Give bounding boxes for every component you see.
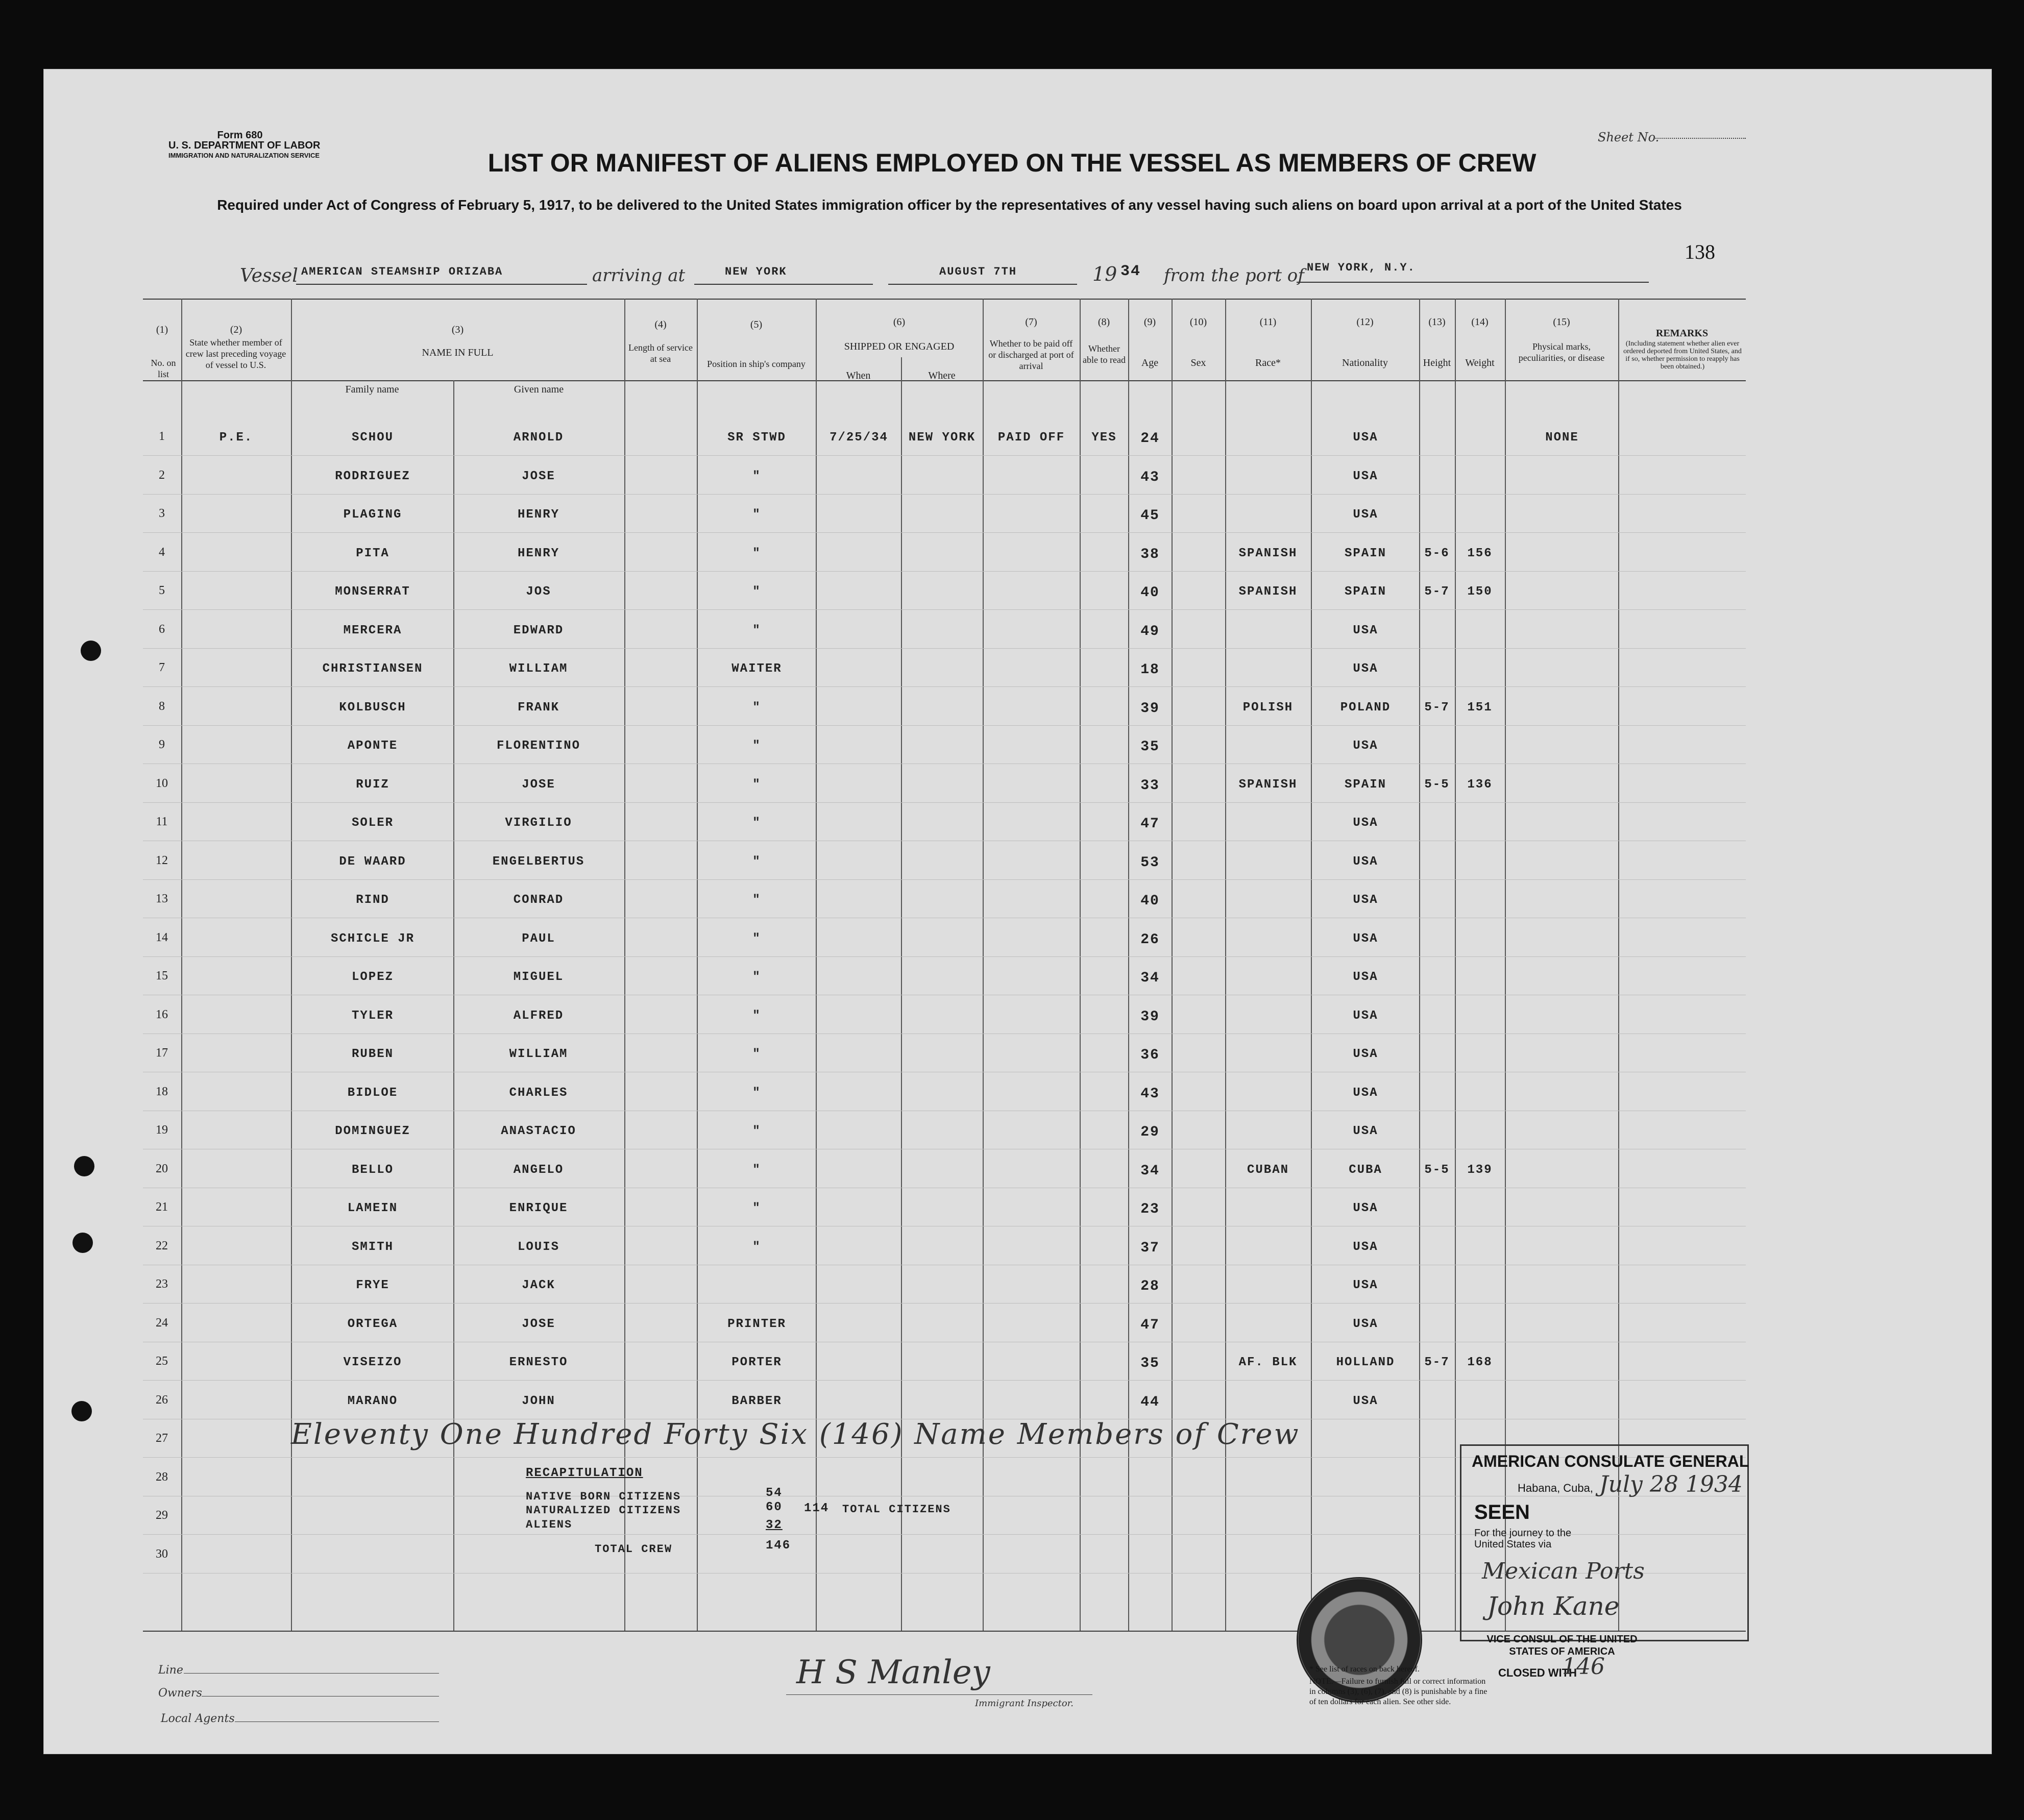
footer-agents-field: [235, 1721, 439, 1722]
cell-age: 40: [1140, 585, 1160, 601]
col7-num: (7): [1025, 316, 1037, 328]
cell-no: 10: [156, 777, 168, 790]
col-divider: [1618, 299, 1619, 1631]
cell-no: 20: [156, 1162, 168, 1175]
cell-position: ": [752, 1240, 761, 1254]
cell-no: 11: [156, 815, 168, 828]
cell-no: 9: [159, 738, 165, 751]
col11-num: (11): [1259, 316, 1277, 328]
arriving-label: arriving at: [592, 265, 686, 286]
cell-position: ": [752, 1201, 761, 1215]
cell-given: JOSE: [522, 1317, 555, 1331]
col8-num: (8): [1098, 316, 1110, 328]
cell-nationality: USA: [1353, 431, 1378, 445]
cell-no: 8: [159, 700, 165, 713]
cell-age: 49: [1140, 624, 1160, 640]
cell-age: 39: [1140, 701, 1160, 717]
cell-no: 5: [159, 584, 165, 597]
cell-height: 5-7: [1424, 1356, 1450, 1369]
footer-agents-label: Local Agents: [161, 1712, 235, 1725]
col3-family-label: Family name: [345, 384, 399, 395]
stamp-closed-with: CLOSED WITH: [1498, 1666, 1577, 1679]
cell-no: 4: [159, 546, 165, 559]
sheet-number-field: [1654, 138, 1746, 139]
table-row: [143, 686, 1746, 687]
col13-num: (13): [1428, 316, 1446, 328]
cell-no: 13: [156, 892, 168, 905]
cell-given: LOUIS: [517, 1240, 559, 1254]
col-divider: [1311, 299, 1312, 1631]
cell-family: DOMINGUEZ: [335, 1124, 410, 1138]
department-name: U. S. DEPARTMENT OF LABOR: [168, 140, 321, 151]
cell-position: ": [752, 1124, 761, 1138]
cell-family: CHRISTIANSEN: [322, 662, 423, 676]
cell-family: ORTEGA: [347, 1317, 398, 1331]
cell-position: BARBER: [731, 1394, 782, 1408]
cell-family: BELLO: [351, 1163, 394, 1177]
cell-nationality: USA: [1353, 1394, 1378, 1408]
cell-age: 26: [1140, 932, 1160, 948]
cell-given: JOSE: [522, 778, 555, 792]
cell-given: HENRY: [517, 547, 559, 560]
cell-height: 5-5: [1424, 1163, 1450, 1177]
cell-family: MERCERA: [343, 624, 402, 637]
cell-age: 44: [1140, 1394, 1160, 1410]
footer-line-field: [184, 1673, 439, 1674]
cell-no: 25: [156, 1355, 168, 1368]
cell-age: 37: [1140, 1240, 1160, 1256]
cell-weight: 156: [1467, 547, 1493, 560]
col5-label: Position in ship's company: [707, 359, 806, 369]
vessel-label: Vessel: [240, 265, 298, 286]
cell-when: 7/25/34: [830, 431, 888, 445]
cell-position: ": [752, 970, 761, 984]
cell-no: 1: [159, 430, 165, 443]
cell-position: PRINTER: [727, 1317, 786, 1331]
col1-num: (1): [156, 324, 168, 335]
cell-family: KOLBUSCH: [339, 701, 406, 715]
cell-given: ENRIQUE: [509, 1201, 568, 1215]
cell-position: ": [752, 1009, 761, 1023]
cell-given: CONRAD: [513, 893, 564, 907]
stamp-date: July 28 1934: [1599, 1471, 1743, 1497]
cell-height: 5-6: [1424, 547, 1450, 560]
cell-no: 2: [159, 469, 165, 482]
cell-given: EDWARD: [513, 624, 564, 637]
cell-no: 14: [156, 931, 168, 944]
cell-age: 40: [1140, 893, 1160, 909]
col13-label: Height: [1423, 357, 1451, 368]
cell-nationality: USA: [1353, 662, 1378, 676]
cell-family: APONTE: [347, 739, 398, 753]
cell-family: LOPEZ: [351, 970, 394, 984]
cell-position: ": [752, 470, 761, 483]
from-port-underline: [1297, 282, 1649, 283]
cell-weight: 150: [1467, 585, 1493, 599]
cell-age: 23: [1140, 1201, 1160, 1217]
cell-age: 34: [1140, 1163, 1160, 1179]
cell-family: MARANO: [347, 1394, 398, 1408]
cell-race: AF. BLK: [1238, 1356, 1298, 1369]
col14-label: Weight: [1465, 357, 1495, 368]
col9-label: Age: [1141, 357, 1159, 368]
cell-nationality: USA: [1353, 932, 1378, 946]
col2-label: State whether member of crew last preceding voyage of vessel to U.S.: [185, 337, 286, 370]
cell-given: FLORENTINO: [496, 739, 581, 753]
col-divider: [181, 299, 182, 1631]
consulate-stamp: [1460, 1444, 1749, 1641]
cell-nationality: USA: [1353, 739, 1378, 753]
cell-given: ARNOLD: [513, 431, 564, 445]
cell-given: JOS: [526, 585, 551, 599]
table-row: [143, 609, 1746, 610]
handwritten-crew-total: Eleventy One Hundred Forty Six (146) Name Members of Crew: [291, 1418, 1300, 1451]
recap-total-citizens-label: TOTAL CITIZENS: [842, 1503, 951, 1516]
cell-nationality: USA: [1353, 1317, 1378, 1331]
table-row: [143, 532, 1746, 533]
recap-total-crew-value: 146: [766, 1539, 791, 1553]
cell-age: 47: [1140, 1317, 1160, 1333]
col6-when-label: When: [846, 370, 871, 381]
cell-position: ": [752, 1086, 761, 1100]
cell-no: 27: [156, 1432, 168, 1445]
col4-num: (4): [654, 319, 667, 330]
cell-family: TYLER: [351, 1009, 394, 1023]
col15-label: Physical marks, peculiarities, or disease: [1518, 341, 1605, 363]
remarks-label: REMARKS: [1655, 328, 1709, 339]
cell-position: ": [752, 893, 761, 907]
cell-given: CHARLES: [509, 1086, 568, 1100]
cell-height: 5-7: [1424, 701, 1450, 715]
col7-label: Whether to be paid off or discharged at port of arrival: [988, 338, 1074, 371]
from-port: NEW YORK, N.Y.: [1307, 261, 1416, 274]
cell-nationality: USA: [1353, 970, 1378, 984]
cell-no: 26: [156, 1393, 168, 1407]
cell-age: 38: [1140, 547, 1160, 562]
cell-nationality: USA: [1353, 624, 1378, 637]
back-note: * See list of races on back hereof.: [1309, 1665, 1420, 1674]
cell-family: MONSERRAT: [335, 585, 410, 599]
col6-label: SHIPPED OR ENGAGED: [844, 341, 955, 352]
cell-position: WAITER: [731, 662, 782, 676]
from-port-label: from the port of: [1164, 265, 1304, 286]
cell-position: ": [752, 701, 761, 715]
inspector-line: [786, 1694, 1092, 1695]
cell-family: LAMEIN: [347, 1201, 398, 1215]
cell-family: VISEIZO: [343, 1356, 402, 1369]
cell-given: JACK: [522, 1278, 555, 1292]
cell-height: 5-7: [1424, 585, 1450, 599]
col2-num: (2): [230, 324, 242, 335]
cell-age: 39: [1140, 1009, 1160, 1025]
cell-marks: NONE: [1545, 431, 1579, 445]
fine-note: NOTE.—Failure to furnish full or correct information in columns (3), (6), (7), and (8) is punishable by a fine of ten dollars for each alien. See other side.: [1309, 1677, 1487, 1706]
year-value: 34: [1120, 263, 1141, 280]
punch-hole: [81, 641, 101, 661]
col6-where-label: Where: [928, 370, 956, 381]
cell-nationality: POLAND: [1340, 701, 1391, 715]
cell-nationality: USA: [1353, 1124, 1378, 1138]
col3-label: NAME IN FULL: [422, 347, 494, 358]
cell-nationality: HOLLAND: [1336, 1356, 1395, 1369]
cell-position: ": [752, 1163, 761, 1177]
cell-family: RUBEN: [351, 1047, 394, 1061]
cell-age: 53: [1140, 855, 1160, 871]
col12-num: (12): [1356, 316, 1374, 328]
cell-paid: PAID OFF: [997, 431, 1065, 445]
form-number: Form 680: [217, 130, 263, 141]
recap-aliens-value: 32: [766, 1518, 783, 1532]
cell-no: 6: [159, 623, 165, 636]
date-underline: [888, 284, 1077, 285]
cell-given: ANGELO: [513, 1163, 564, 1177]
cell-nationality: USA: [1353, 893, 1378, 907]
cell-race: SPANISH: [1238, 778, 1298, 792]
cell-given: VIRGILIO: [505, 816, 572, 830]
cell-height: 5-5: [1424, 778, 1450, 792]
cell-given: ERNESTO: [509, 1356, 568, 1369]
cell-family: FRYE: [356, 1278, 389, 1292]
cell-position: ": [752, 624, 761, 637]
col4-label: Length of service at sea: [628, 342, 693, 364]
cell-position: ": [752, 778, 761, 792]
cell-age: 36: [1140, 1047, 1160, 1063]
cell-prior: P.E.: [219, 431, 253, 445]
inspector-signature: H S Manley: [796, 1654, 990, 1691]
cell-no: 23: [156, 1277, 168, 1291]
cell-age: 28: [1140, 1278, 1160, 1294]
cell-nationality: USA: [1353, 1047, 1378, 1061]
cell-where: NEW YORK: [908, 431, 976, 445]
cell-nationality: USA: [1353, 1278, 1378, 1292]
cell-family: PITA: [356, 547, 389, 560]
year-prefix: 19: [1092, 263, 1117, 285]
col6-num: (6): [893, 316, 906, 328]
cell-given: ALFRED: [513, 1009, 564, 1023]
table-row: [143, 879, 1746, 880]
cell-position: PORTER: [731, 1356, 782, 1369]
cell-family: SMITH: [351, 1240, 394, 1254]
cell-read: YES: [1091, 431, 1117, 445]
stamp-place: Habana, Cuba,: [1518, 1482, 1593, 1494]
col-divider: [1505, 299, 1506, 1631]
cell-weight: 139: [1467, 1163, 1493, 1177]
cell-nationality: CUBA: [1349, 1163, 1382, 1177]
recap-title: RECAPITULATION: [526, 1466, 643, 1480]
cell-nationality: USA: [1353, 1086, 1378, 1100]
page-subtitle: Required under Act of Congress of February 5, 1917, to be delivered to the United States immigration officer by the representatives of any vessel having such aliens on board upon arrival at a port of the United States: [217, 197, 1682, 213]
cell-family: SOLER: [351, 816, 394, 830]
table-row: [143, 455, 1746, 456]
col12-label: Nationality: [1342, 357, 1388, 368]
cell-position: SR STWD: [727, 431, 786, 445]
cell-race: SPANISH: [1238, 547, 1298, 560]
table-row: [143, 802, 1746, 803]
cell-weight: 168: [1467, 1356, 1493, 1369]
recap-naturalized-label: NATURALIZED CITIZENS: [526, 1504, 681, 1517]
punch-hole: [74, 1156, 94, 1176]
col8-label: Whether able to read: [1083, 343, 1126, 365]
cell-nationality: USA: [1353, 1009, 1378, 1023]
cell-race: CUBAN: [1247, 1163, 1289, 1177]
cell-family: SCHICLE JR: [330, 932, 415, 946]
col-divider: [1455, 299, 1456, 1631]
cell-nationality: USA: [1353, 816, 1378, 830]
cell-family: RIND: [356, 893, 389, 907]
cell-no: 22: [156, 1239, 168, 1252]
cell-age: 24: [1140, 431, 1160, 447]
cell-family: BIDLOE: [347, 1086, 398, 1100]
page-title: LIST OR MANIFEST OF ALIENS EMPLOYED ON THE VESSEL AS MEMBERS OF CREW: [487, 149, 1537, 177]
table-row: [143, 494, 1746, 495]
col11-label: Race*: [1255, 357, 1281, 368]
table-row: [143, 1380, 1746, 1381]
cell-given: HENRY: [517, 508, 559, 522]
col3-given-label: Given name: [514, 384, 564, 395]
cell-race: SPANISH: [1238, 585, 1298, 599]
cell-position: ": [752, 508, 761, 522]
cell-nationality: SPAIN: [1344, 778, 1386, 792]
cell-weight: 136: [1467, 778, 1493, 792]
cell-age: 29: [1140, 1124, 1160, 1140]
cell-age: 34: [1140, 970, 1160, 986]
cell-position: ": [752, 739, 761, 753]
recap-aliens-label: ALIENS: [526, 1518, 573, 1531]
cell-age: 35: [1140, 1356, 1160, 1371]
remarks-note: (Including statement whether alien ever ordered deported from United States, and if so, whether permission to reapply has been obtained.): [1623, 340, 1742, 371]
cell-position: ": [752, 932, 761, 946]
cell-given: PAUL: [522, 932, 555, 946]
recap-total-crew-label: TOTAL CREW: [595, 1543, 673, 1556]
table-row: [143, 956, 1746, 957]
stamp-journey: For the journey to the United States via: [1474, 1528, 1572, 1550]
arrival-date: AUGUST 7TH: [939, 265, 1017, 278]
col9-num: (9): [1143, 316, 1156, 328]
cell-given: MIGUEL: [513, 970, 564, 984]
cell-family: RODRIGUEZ: [335, 470, 410, 483]
cell-given: FRANK: [517, 701, 559, 715]
cell-nationality: USA: [1353, 508, 1378, 522]
cell-position: ": [752, 816, 761, 830]
cell-weight: 151: [1467, 701, 1493, 715]
cell-race: POLISH: [1242, 701, 1294, 715]
cell-no: 29: [156, 1509, 168, 1522]
cell-given: ENGELBERTUS: [492, 855, 585, 869]
inspector-label: Immigrant Inspector.: [975, 1698, 1074, 1709]
table-row: [143, 725, 1746, 726]
cell-no: 19: [156, 1123, 168, 1137]
recap-naturalized-value: 60: [766, 1501, 783, 1514]
col-divider: [1419, 299, 1420, 1631]
cell-no: 3: [159, 507, 165, 520]
col5-num: (5): [750, 319, 763, 330]
cell-family: RUIZ: [356, 778, 389, 792]
punch-hole: [71, 1401, 92, 1421]
col1-label: No. on list: [151, 358, 176, 379]
cell-given: JOSE: [522, 470, 555, 483]
vessel-underline: [296, 284, 587, 285]
cell-no: 24: [156, 1316, 168, 1330]
cell-no: 28: [156, 1470, 168, 1484]
cell-no: 21: [156, 1200, 168, 1214]
cell-given: WILLIAM: [509, 1047, 568, 1061]
vessel-name: AMERICAN STEAMSHIP ORIZABA: [301, 265, 503, 278]
stamp-closed-count: 146: [1562, 1654, 1605, 1680]
cell-family: SCHOU: [351, 431, 394, 445]
cell-no: 7: [159, 661, 165, 674]
cell-nationality: USA: [1353, 470, 1378, 483]
col3-num: (3): [451, 324, 464, 335]
col10-num: (10): [1189, 316, 1207, 328]
stamp-seen: SEEN: [1474, 1501, 1530, 1523]
cell-position: ": [752, 1047, 761, 1061]
cell-no: 12: [156, 854, 168, 867]
cell-age: 45: [1140, 508, 1160, 524]
footer-owners-label: Owners: [158, 1687, 202, 1700]
punch-hole: [72, 1233, 93, 1253]
stamp-vice-consul: VICE CONSUL OF THE UNITED STATES OF AMERICA: [1486, 1634, 1638, 1657]
cell-no: 15: [156, 969, 168, 982]
arriving-port: NEW YORK: [725, 265, 787, 278]
cell-given: ANASTACIO: [501, 1124, 576, 1138]
footer-line-label: Line: [158, 1664, 183, 1677]
service-name: IMMIGRATION AND NATURALIZATION SERVICE: [168, 152, 320, 159]
recap-total-citizens: 114: [804, 1502, 830, 1515]
col15-num: (15): [1553, 316, 1570, 328]
cell-age: 18: [1140, 662, 1160, 678]
cell-nationality: SPAIN: [1344, 585, 1386, 599]
cell-nationality: USA: [1353, 855, 1378, 869]
cell-position: ": [752, 585, 761, 599]
col10-label: Sex: [1190, 357, 1206, 368]
cell-no: 17: [156, 1046, 168, 1060]
cell-position: ": [752, 547, 761, 560]
table-row: [143, 571, 1746, 572]
recap-native-label: NATIVE BORN CITIZENS: [526, 1490, 681, 1503]
stamp-consulate: AMERICAN CONSULATE GENERAL: [1472, 1452, 1749, 1470]
cell-given: JOHN: [522, 1394, 555, 1408]
cell-age: 43: [1140, 1086, 1160, 1102]
stamp-signature: John Kane: [1487, 1591, 1620, 1621]
cell-family: DE WAARD: [339, 855, 406, 869]
cell-no: 30: [156, 1547, 168, 1561]
table-row: [143, 648, 1746, 649]
cell-family: PLAGING: [343, 508, 402, 522]
cell-nationality: USA: [1353, 1240, 1378, 1254]
cell-position: ": [752, 855, 761, 869]
sheet-number-label: Sheet No.: [1598, 130, 1660, 144]
recap-native-value: 54: [766, 1486, 783, 1500]
cell-given: WILLIAM: [509, 662, 568, 676]
cell-age: 47: [1140, 816, 1160, 832]
stamp-via: Mexican Ports: [1482, 1558, 1645, 1584]
cell-no: 18: [156, 1085, 168, 1098]
arriving-underline: [694, 284, 873, 285]
cell-age: 33: [1140, 778, 1160, 794]
cell-age: 43: [1140, 470, 1160, 485]
cell-nationality: SPAIN: [1344, 547, 1386, 560]
cell-no: 16: [156, 1008, 168, 1021]
col14-num: (14): [1471, 316, 1489, 328]
cell-age: 35: [1140, 739, 1160, 755]
page-number: 138: [1685, 240, 1715, 263]
cell-nationality: USA: [1353, 1201, 1378, 1215]
